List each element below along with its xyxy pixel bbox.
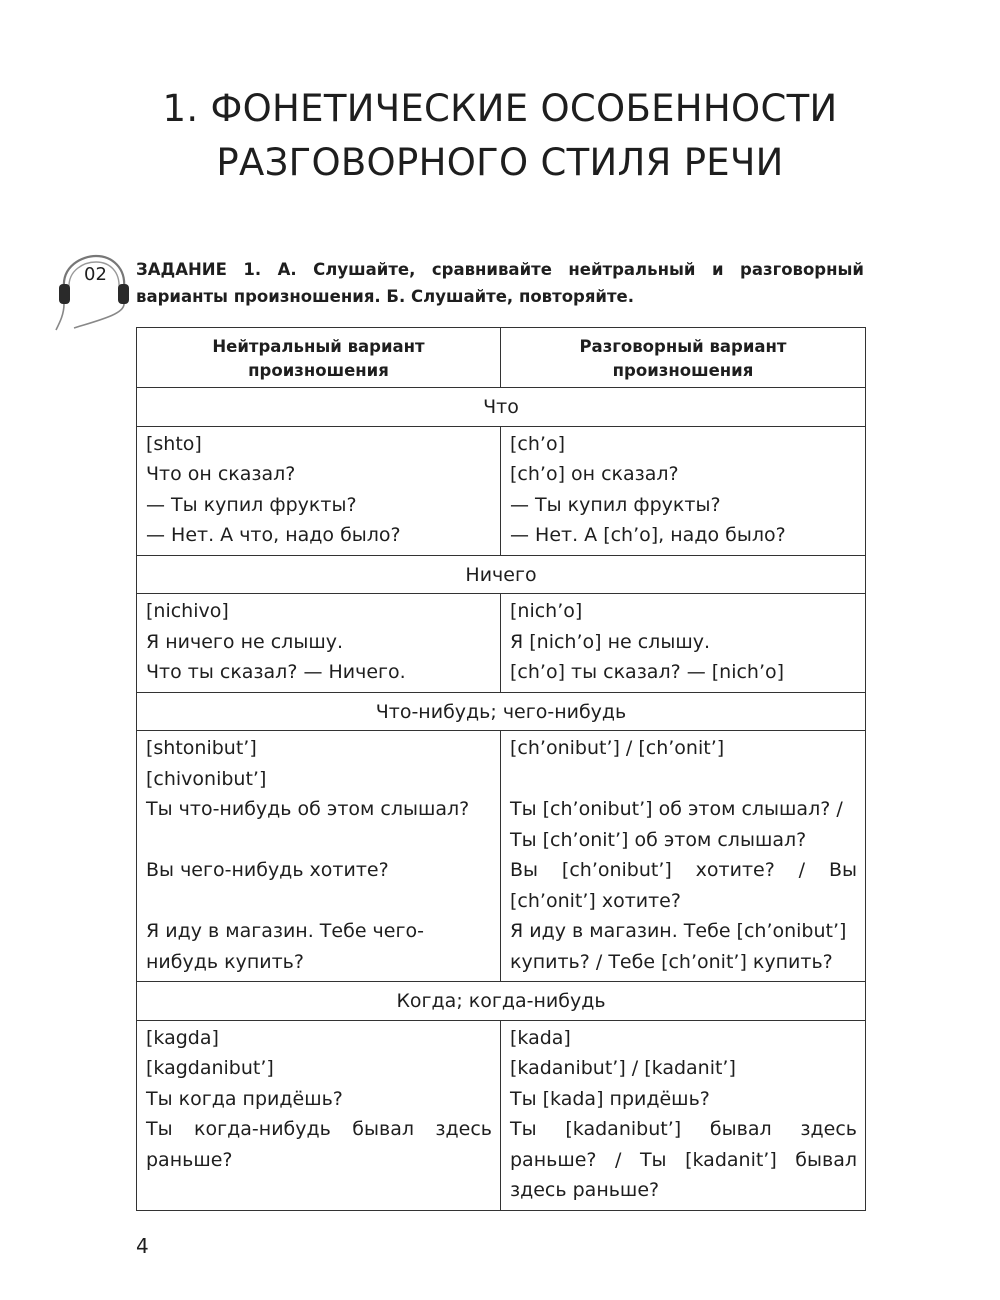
neutral-cell	[137, 1020, 501, 1210]
text-line: [kada]	[510, 1026, 571, 1049]
text-line: Ты когда придёшь?	[146, 1087, 343, 1110]
text-line: [shtonibut’]	[146, 737, 257, 759]
table-row	[137, 731, 866, 982]
neutral-cell	[137, 731, 501, 982]
text-line: [kagda]	[146, 1026, 219, 1049]
text-line: [shto]	[146, 432, 202, 455]
text-line: [chivonibut’]	[146, 767, 267, 790]
text-line: [nich’o]	[510, 600, 583, 622]
spacer-line	[510, 764, 857, 795]
text-line: [ch’o]	[510, 432, 565, 455]
section-row	[137, 388, 866, 427]
text-line: Ты [ch’onibut’] об этом слышал? / Ты [ch’onit’] об этом слышал?	[510, 798, 843, 851]
text-line: Я иду в магазин. Тебе чего-нибудь купить?	[146, 920, 424, 973]
text-line: — Ты купил фрукты?	[510, 493, 721, 516]
text-line: Ты когда-нибудь бывал здесь раньше?	[146, 1118, 492, 1171]
page-title-line-2: РАЗГОВОРНОГО СТИЛЯ РЕЧИ	[216, 141, 784, 184]
task-instruction: ЗАДАНИЕ 1. А. Слушайте, сравнивайте нейтральный и разговорный варианты произношения. Б. Слушайте, повторяйте.	[136, 260, 864, 306]
page-title-line-1: 1. ФОНЕТИЧЕСКИЕ ОСОБЕННОСТИ	[162, 87, 838, 130]
text-line: Ты что-нибудь об этом слышал?	[146, 798, 470, 820]
text-line: [ch’onibut’] / [ch’onit’]	[510, 737, 725, 759]
colloquial-cell	[501, 731, 866, 982]
section-title: Что-нибудь; чего-нибудь	[137, 692, 866, 731]
text-line: [ch’o] он сказал?	[510, 463, 679, 485]
colloquial-cell	[501, 594, 866, 693]
text-line: Я иду в магазин. Тебе [ch’onibut’] купить? / Тебе [ch’onit’] купить?	[510, 920, 847, 973]
colloquial-cell	[501, 426, 866, 555]
text-line: Вы чего-нибудь хотите?	[146, 859, 389, 881]
text-line: [kagdanibut’]	[146, 1057, 274, 1079]
section-title: Что	[137, 388, 866, 427]
spacer-line	[146, 886, 492, 917]
section-row	[137, 555, 866, 594]
table-row	[137, 426, 866, 555]
text-line: [ch’o] ты сказал? — [nich’o]	[510, 661, 785, 683]
table-row	[137, 1020, 866, 1210]
audio-track-number: 02	[84, 264, 107, 285]
section-title: Когда; когда-нибудь	[137, 982, 866, 1021]
text-line: Что он сказал?	[146, 463, 296, 485]
text-line: — Нет. А [ch’o], надо было?	[510, 524, 786, 546]
text-line: Я [nich’o] не слышу.	[510, 630, 710, 653]
page-title	[0, 82, 1000, 190]
section-row	[137, 982, 866, 1021]
colloquial-cell	[501, 1020, 866, 1210]
text-line: Вы [ch’onibut’] хотите? / Вы [ch’onit’] хотите?	[510, 859, 857, 912]
text-line: [nichivo]	[146, 600, 229, 622]
header-neutral: Нейтральный вариант произношения	[137, 328, 501, 388]
table-row	[137, 594, 866, 693]
section-title: Ничего	[137, 555, 866, 594]
section-row	[137, 692, 866, 731]
text-line: — Нет. А что, надо было?	[146, 524, 401, 546]
pronunciation-table	[136, 327, 866, 1211]
header-colloquial: Разговорный вариант произношения	[501, 328, 866, 388]
text-line: [kadanibut’] / [kadanit’]	[510, 1057, 736, 1079]
table-header-row	[137, 328, 866, 388]
text-line: Я ничего не слышу.	[146, 630, 343, 653]
spacer-line	[146, 825, 492, 856]
neutral-cell	[137, 426, 501, 555]
text-line: — Ты купил фрукты?	[146, 493, 357, 516]
page-number: 4	[136, 1234, 149, 1258]
text-line: Что ты сказал? — Ничего.	[146, 661, 406, 683]
text-line: Ты [kada] придёшь?	[510, 1087, 710, 1110]
neutral-cell	[137, 594, 501, 693]
text-line: Ты [kadanibut’] бывал здесь раньше? / Ты [kadanit’] бывал здесь раньше?	[510, 1118, 857, 1201]
